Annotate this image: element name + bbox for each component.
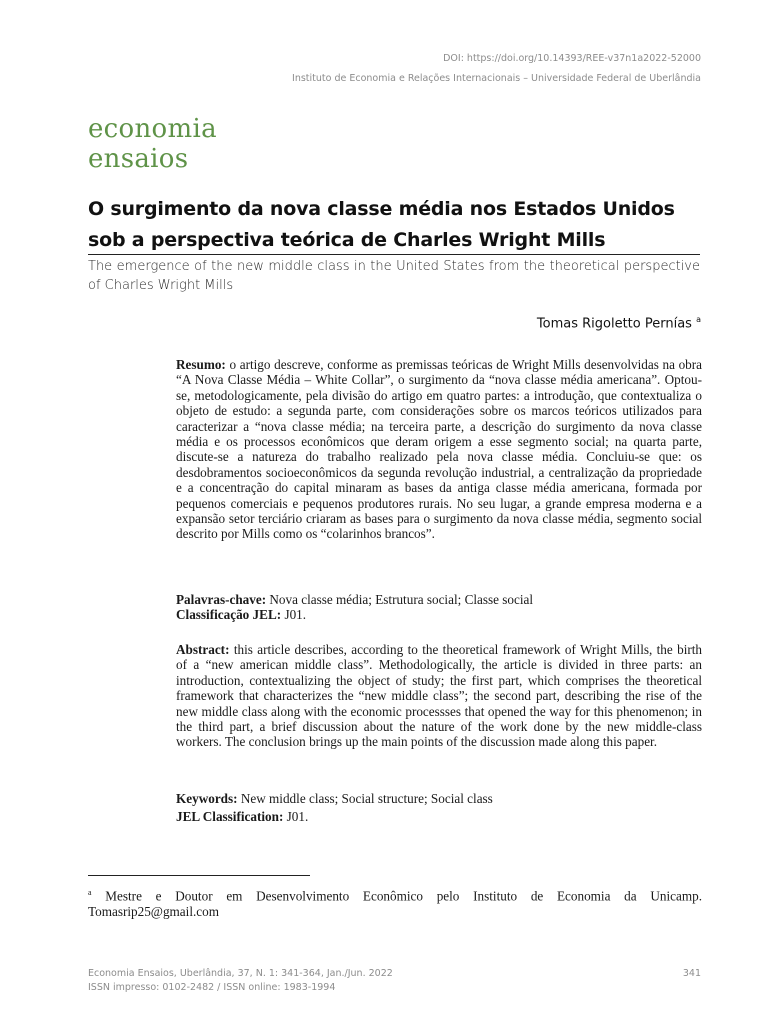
author-footnote [88,885,702,920]
palavras-chave-label: Palavras-chave: [176,592,267,607]
footnote-divider [88,875,310,876]
resumo-paragraph [176,357,702,542]
author-footnote-mark[interactable]: a [696,315,701,324]
article-title-line1: O surgimento da nova classe média nos Estados Unidos [88,198,675,220]
page-number: 341 [682,968,701,979]
journal-logo-line1: economia [88,114,217,144]
classificacao-jel-label: Classificação JEL: [176,607,282,622]
classificacao-jel-text: J01. [284,607,307,622]
keywords-line [176,791,702,806]
abstract-paragraph [176,642,702,750]
issn-line: ISSN impresso: 0102-2482 / ISSN online: 1983-1994 [88,982,336,993]
doi-link[interactable]: DOI: https://doi.org/10.14393/REE-v37n1a2022-52000 [443,53,701,64]
title-divider [88,254,700,255]
keywords-text: New middle class; Social structure; Social class [240,791,493,806]
journal-citation: Economia Ensaios, Uberlândia, 37, N. 1: 341-364, Jan./Jun. 2022 [88,968,393,979]
institute-header: Instituto de Economia e Relações Internacionais – Universidade Federal de Uberlândia [292,73,701,84]
classificacao-jel-line [176,607,702,622]
journal-logo-line2: ensaios [88,144,189,174]
article-title-line2: sob a perspectiva teórica de Charles Wright Mills [88,229,606,251]
abstract-label: Abstract: [176,642,230,657]
resumo-text: o artigo descreve, conforme as premissas teóricas de Wright Mills desenvolvidas na obra “A Nova Classe Média – White Collar”, o surgimento da “nova classe média americana”. Optou-se, metodologicamente, pela divisão do artigo em quatro partes: a introdução, que contextualiza o objeto de estudo: a segunda parte, com considerações sobre os marcos teóricos utilizados para caracterizar a “nova classe média; na terceira parte, a descrição do surgimento da nova classe média e os processos econômicos que deram origem a esse segmento social; na quarta parte, discute-se a natureza do trabalho realizado pela nova classe média. Concluiu-se que: os desdobramentos socioeconômicos da segunda revolução industrial, a centralização da propriedade e a concentração do capital minaram as bases da antiga classe média americana, formada por pequenos comerciais e pequenos produtores rurais. No seu lugar, a grande empresa moderna e a expansão setor terciário criaram as bases para o surgimento da nova classe média, segmento social descrito por Mills como os “colarinhos brancos”. [176,357,703,542]
abstract-text: this article describes, according to the theoretical framework of Wright Mills, the birth of a “new american middle class”. Methodologically, the article is divided in three parts: an introduction, contextualizing the object of study; the first part, which comprises the theoretical framework that characterizes the “new middle class”; the second part, describing the rise of the new middle class along with the economic processses that opened the way for this phenomenon; in the third part, a brief discussion about the nature of the work done by the new middle-class workers. The conclusion brings up the main points of the discussion made along this paper. [176,642,703,750]
author-name-text: Tomas Rigoletto Pernías [536,316,692,332]
author-name [537,315,701,331]
footnote-text: Mestre e Doutor em Desenvolvimento Econômico pelo Instituto de Economia da Unicamp. Tomasrip25@gmail.com [88,888,702,920]
english-title: The emergence of the new middle class in the United States from the theoretical perspective of Charles Wright Mills [88,259,700,293]
jel-classification-label: JEL Classification: [176,809,284,824]
jel-classification-line [176,809,702,824]
palavras-chave-text: Nova classe média; Estrutura social; Classe social [269,592,534,607]
footnote-mark: a [88,888,92,897]
palavras-chave-line [176,592,702,607]
jel-classification-text: J01. [286,809,309,824]
keywords-label: Keywords: [176,791,238,806]
resumo-label: Resumo: [176,357,226,372]
